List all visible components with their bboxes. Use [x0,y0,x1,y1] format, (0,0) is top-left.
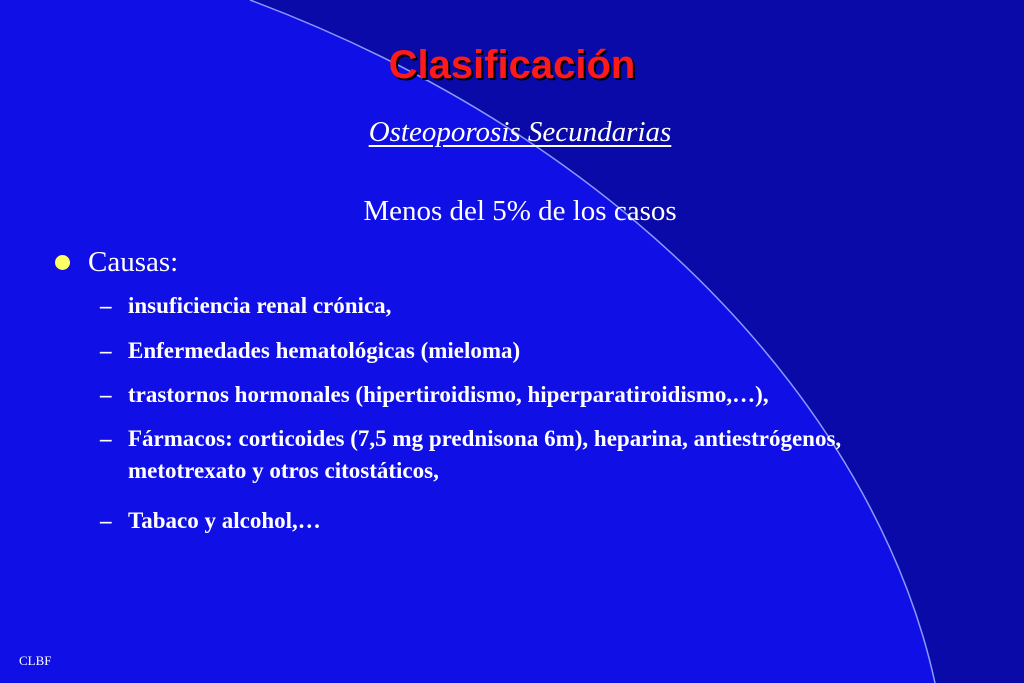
slide-subtitle: Osteoporosis Secundarias [368,116,672,148]
slide-title: Clasificación [388,43,636,87]
footer-label: CLBF [19,653,52,668]
sub-item-5 [100,505,1000,537]
intro-text: Menos del 5% de los casos [363,195,677,227]
sub-item-4 [100,423,900,487]
bullet-dot-icon [55,255,70,270]
dash-icon: – [100,426,112,451]
dash-icon: – [100,293,112,318]
dash-icon: – [100,382,112,407]
sub-item-text: Tabaco y alcohol,… [128,508,321,533]
sub-item-text: Enfermedades hematológicas (mieloma) [128,338,521,363]
sub-item-text: insuficiencia renal crónica, [128,293,392,318]
sub-item-3 [100,379,1000,411]
sub-item-2 [100,335,1000,367]
sub-item-text: Fármacos: corticoides (7,5 mg prednisona 6m), heparina, antiestrógenos, metotrexato y otros citostáticos, [128,426,842,483]
dash-icon: – [100,508,112,533]
sub-item-1 [100,290,1000,322]
dash-icon: – [100,338,112,363]
sub-item-text: trastornos hormonales (hipertiroidismo, hiperparatiroidismo,…), [128,382,769,407]
bullet-label: Causas: [88,246,179,278]
